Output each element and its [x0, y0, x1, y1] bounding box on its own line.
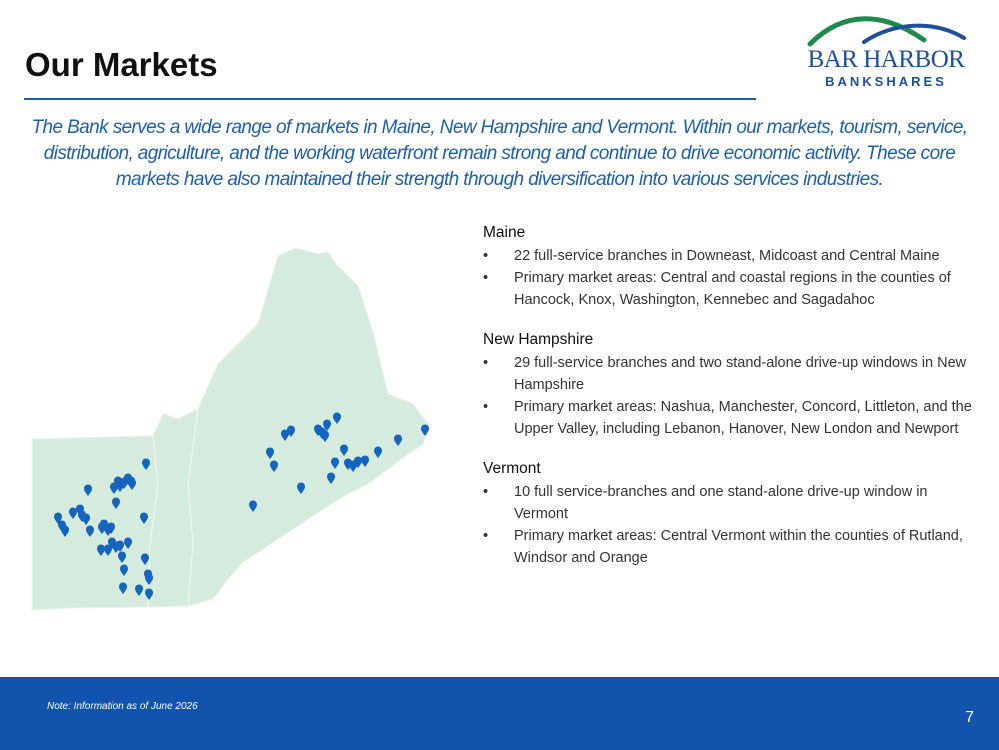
bullet-item [483, 481, 983, 525]
market-heading: Maine [483, 224, 526, 241]
footer-note: Note: Information as of June 2026 [47, 701, 198, 712]
company-logo [796, 16, 976, 96]
bullet-marker: • [483, 270, 489, 286]
logo-name: BAR HARBOR [807, 46, 965, 73]
bullet-text: 10 full service-branches and one stand-alone drive-up window in Vermont [514, 484, 928, 522]
market-bullets [483, 481, 983, 569]
bullet-marker: • [483, 484, 489, 500]
bullet-text: Primary market areas: Central and coastal regions in the counties of Hancock, Knox, Washington, Kennebec and Sagadahoc [514, 270, 951, 308]
market-heading: New Hampshire [483, 331, 594, 348]
footer-bar [0, 677, 999, 750]
title-divider [24, 98, 756, 100]
bullet-text: Primary market areas: Central Vermont within the counties of Rutland, Windsor and Orange [514, 528, 963, 566]
state-outline [32, 248, 428, 610]
market-new-hampshire [483, 331, 983, 440]
bullet-item [483, 352, 983, 396]
market-maine [483, 224, 983, 311]
page-number: 7 [965, 709, 974, 726]
bullet-item [483, 267, 983, 311]
bullet-item [483, 396, 983, 440]
bullet-item [483, 245, 983, 267]
bullet-marker: • [483, 399, 489, 415]
bullet-text: 29 full-service branches and two stand-alone drive-up windows in New Hampshire [514, 355, 967, 393]
market-bullets [483, 245, 983, 311]
market-vermont [483, 460, 983, 569]
bullet-item [483, 525, 983, 569]
bullet-text: Primary market areas: Nashua, Manchester, Concord, Littleton, and the Upper Valley, including Lebanon, Hanover, New London and Newport [514, 399, 972, 437]
markets-list [483, 224, 983, 589]
intro-text: The Bank serves a wide range of markets in Maine, New Hampshire and Vermont. Within our markets, tourism, service, distribution, agriculture, and the working waterfront remain strong and continue to drive economic activity. These core markets have also maintained their strength through diversification into various services industries. [31, 117, 968, 190]
bullet-text: 22 full-service branches in Downeast, Midcoast and Central Maine [514, 248, 940, 264]
market-bullets [483, 352, 983, 440]
market-heading: Vermont [483, 460, 541, 477]
bullet-marker: • [483, 248, 489, 264]
hills-arc-logo-icon [804, 16, 968, 48]
logo-subtitle: BANKSHARES [825, 74, 947, 89]
page-title: Our Markets [25, 46, 218, 83]
branch-map [28, 244, 448, 614]
bullet-marker: • [483, 528, 489, 544]
bullet-marker: • [483, 355, 489, 371]
